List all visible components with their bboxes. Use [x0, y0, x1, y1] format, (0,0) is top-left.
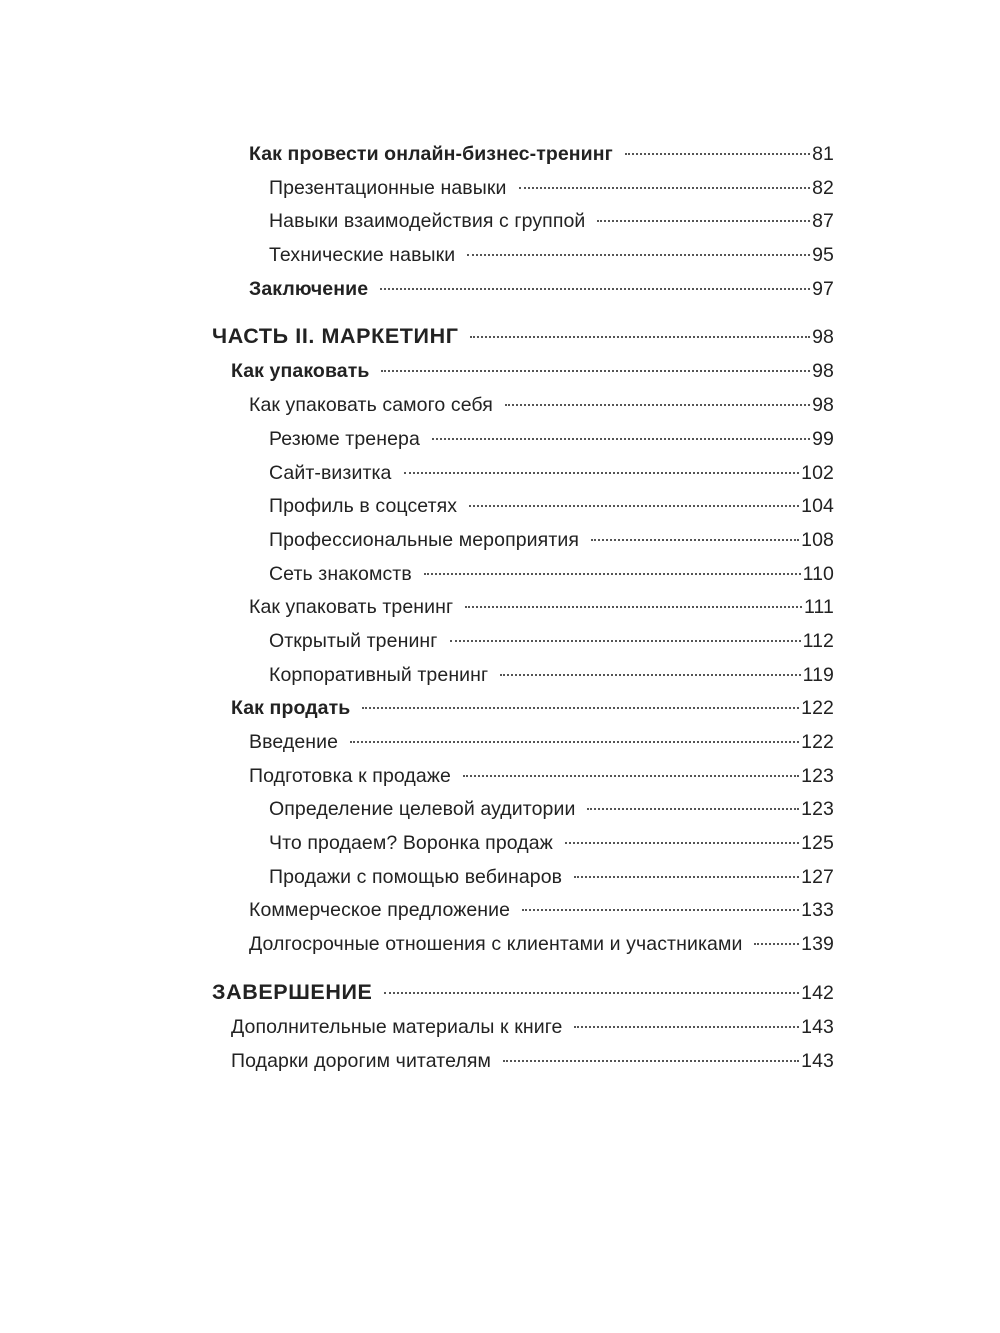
toc-entry	[212, 490, 834, 524]
toc-dot-leader	[574, 876, 799, 878]
toc-entry-title: Профессиональные мероприятия	[269, 528, 580, 551]
toc-entry-title: Сайт-визитка	[269, 461, 392, 484]
toc-page-number: 133	[801, 899, 834, 922]
toc-page-number: 81	[812, 143, 834, 165]
toc-part-heading	[212, 974, 834, 1011]
toc-dot-leader	[574, 1026, 799, 1028]
toc-entry	[212, 861, 834, 895]
toc-entry-title: Навыки взаимодействия с группой	[269, 210, 586, 233]
toc-dot-leader	[467, 254, 810, 256]
toc-entry-title: Корпоративный тренинг	[269, 663, 489, 686]
toc-entry-title: Как провести онлайн-бизнес-тренинг	[249, 143, 613, 165]
toc-dot-leader	[591, 539, 799, 541]
toc-page-number: 123	[801, 798, 834, 821]
toc-entry	[212, 625, 834, 659]
toc-entry	[212, 591, 834, 625]
toc-dot-leader	[465, 606, 802, 608]
toc-entry	[212, 423, 834, 457]
toc-dot-leader	[350, 741, 799, 743]
toc-page-number: 127	[801, 865, 834, 888]
toc-dot-leader	[381, 370, 810, 372]
toc-dot-leader	[597, 220, 810, 222]
toc-entry	[212, 894, 834, 928]
toc-entry-title: Сеть знакомств	[269, 562, 412, 585]
toc-entry	[212, 793, 834, 827]
toc-entry-title: Технические навыки	[269, 244, 456, 267]
toc-dot-leader	[424, 573, 801, 575]
toc-entry-title: Подготовка к продаже	[249, 764, 451, 787]
toc-entry-title: Что продаем? Воронка продаж	[269, 832, 553, 855]
toc-entry-title: Как продать	[231, 697, 351, 720]
toc-entry-title: Дополнительные материалы к книге	[231, 1015, 563, 1038]
toc-entry-title: Как упаковать самого себя	[249, 394, 493, 417]
toc-page-number: 112	[802, 629, 834, 652]
toc-page-number: 111	[804, 596, 834, 619]
toc-page-number: 119	[802, 663, 834, 686]
toc-page-number: 143	[801, 1049, 834, 1072]
toc-page-number: 122	[801, 731, 834, 753]
toc-entry	[212, 457, 834, 491]
toc-entry	[212, 726, 834, 760]
toc-entry	[212, 659, 834, 693]
toc-entry-title: ЗАВЕРШЕНИЕ	[212, 979, 373, 1004]
toc-entry-title: Введение	[249, 731, 339, 753]
toc-entry-title: Презентационные навыки	[269, 176, 507, 199]
toc-page-number: 122	[801, 697, 834, 720]
toc-entry	[212, 1045, 834, 1079]
toc-entry-title: Резюме тренера	[269, 427, 420, 450]
toc-dot-leader	[503, 1060, 799, 1062]
toc-page-number: 123	[801, 764, 834, 787]
toc-entry-title: Долгосрочные отношения с клиентами и участниками	[249, 933, 743, 956]
toc-entry	[212, 558, 834, 592]
toc-dot-leader	[587, 808, 799, 810]
toc-entry	[212, 827, 834, 861]
toc-entry-title: Продажи с помощью вебинаров	[269, 865, 563, 888]
toc-page-number: 98	[812, 326, 834, 349]
toc-dot-leader	[469, 505, 799, 507]
toc-dot-leader	[432, 438, 810, 440]
toc-dot-leader	[522, 909, 799, 911]
toc-entry	[212, 205, 834, 239]
toc-page-number: 98	[812, 360, 834, 383]
toc-entry-title: ЧАСТЬ II. МАРКЕТИНГ	[212, 324, 459, 349]
toc-page-number: 97	[812, 277, 834, 300]
toc-dot-leader	[362, 707, 799, 709]
toc-dot-leader	[463, 775, 799, 777]
toc-dot-leader	[384, 992, 799, 994]
toc-entry	[212, 1011, 834, 1045]
toc-entry-title: Заключение	[249, 277, 369, 300]
toc-page-number: 98	[812, 394, 834, 417]
toc-entry-title: Подарки дорогим читателям	[231, 1049, 492, 1072]
toc-dot-leader	[470, 336, 810, 338]
toc-dot-leader	[625, 153, 810, 155]
toc-entry	[212, 239, 834, 273]
toc-page-number: 139	[801, 933, 834, 956]
toc-dot-leader	[404, 472, 800, 474]
toc-page-number: 102	[801, 461, 834, 484]
toc-page-number: 95	[812, 244, 834, 267]
toc-dot-leader	[450, 640, 801, 642]
toc-page-number: 87	[812, 210, 834, 233]
toc-dot-leader	[565, 842, 799, 844]
table-of-contents	[212, 138, 834, 1078]
toc-entry-title: Коммерческое предложение	[249, 899, 511, 922]
toc-entry-title: Как упаковать тренинг	[249, 596, 454, 619]
toc-entry	[212, 273, 834, 307]
toc-entry	[212, 692, 834, 726]
toc-page-number: 143	[801, 1015, 834, 1038]
toc-page-number: 125	[801, 832, 834, 855]
toc-page-number: 110	[802, 562, 834, 585]
toc-page-number: 82	[812, 176, 834, 199]
toc-page-number: 99	[812, 427, 834, 450]
toc-part-heading	[212, 318, 834, 355]
toc-entry	[212, 172, 834, 206]
toc-dot-leader	[754, 943, 799, 945]
toc-entry-title: Профиль в соцсетях	[269, 495, 458, 518]
toc-page-number: 104	[801, 495, 834, 518]
toc-dot-leader	[380, 288, 810, 290]
toc-entry	[212, 138, 834, 172]
toc-page-number: 142	[801, 981, 834, 1004]
toc-entry	[212, 928, 834, 962]
toc-dot-leader	[500, 674, 800, 676]
toc-entry-title: Определение целевой аудитории	[269, 798, 576, 821]
toc-entry	[212, 760, 834, 794]
toc-page-number: 108	[801, 528, 834, 551]
toc-entry	[212, 355, 834, 389]
toc-entry-title: Как упаковать	[231, 360, 370, 383]
toc-dot-leader	[505, 404, 810, 406]
toc-dot-leader	[519, 187, 811, 189]
toc-entry	[212, 524, 834, 558]
toc-entry-title: Открытый тренинг	[269, 629, 438, 652]
toc-entry	[212, 389, 834, 423]
